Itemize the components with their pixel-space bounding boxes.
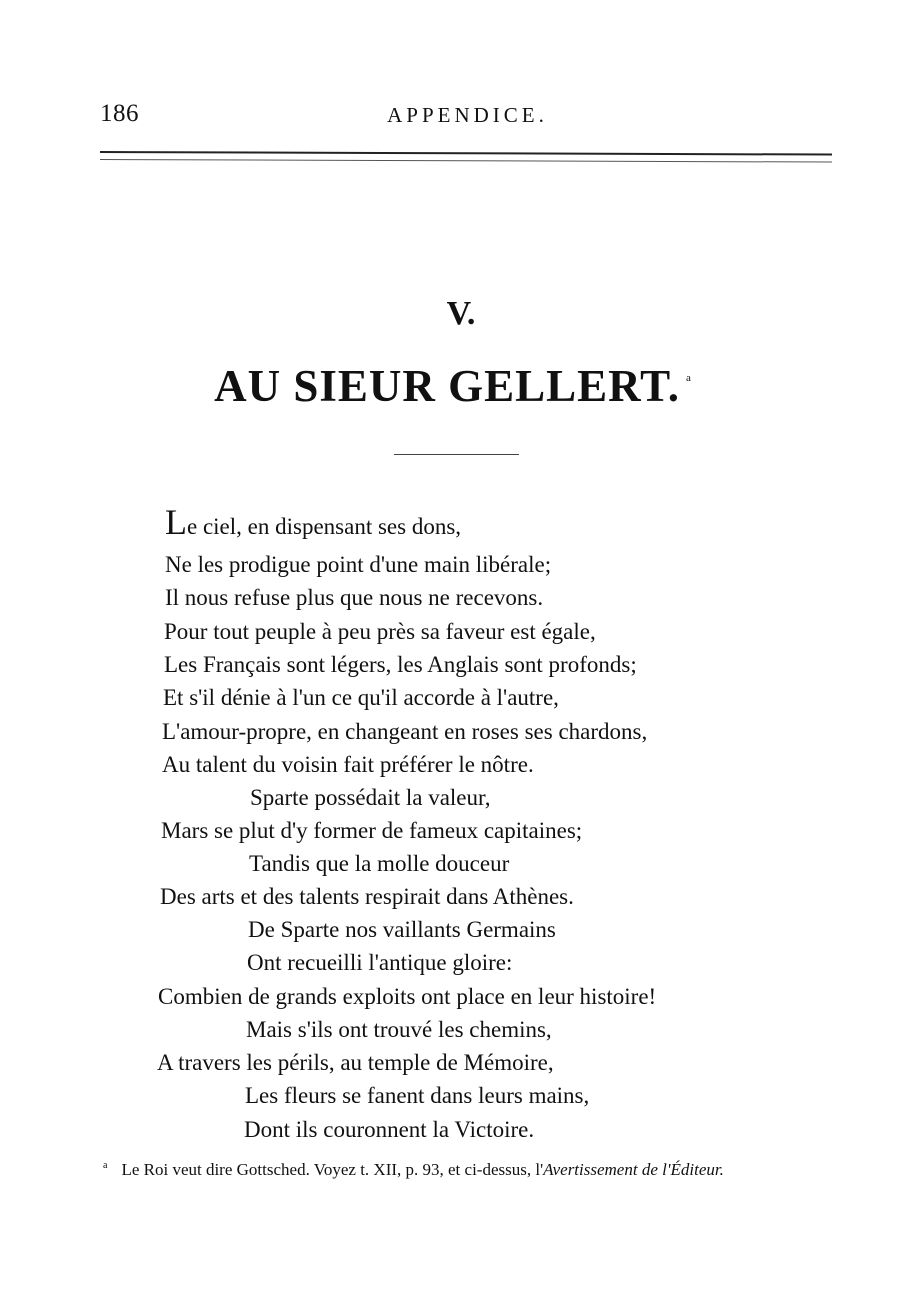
- verse-line: De Sparte nos vaillants Germains: [248, 917, 556, 942]
- header-rule: [100, 151, 832, 163]
- title-note-mark: a: [686, 372, 692, 384]
- verse-line: A travers les périls, au temple de Mémoire,: [157, 1050, 554, 1075]
- verse-line: Il nous refuse plus que nous ne recevons.: [165, 585, 544, 610]
- verse-line: Et s'il dénie à l'un ce qu'il accorde à l'autre,: [163, 685, 559, 710]
- footnote-mark: a: [103, 1160, 108, 1171]
- poem-title-text: AU SIEUR GELLERT.: [214, 361, 681, 411]
- page-number: 186: [100, 100, 139, 127]
- verse-line: Combien de grands exploits ont place en leur histoire!: [158, 984, 657, 1009]
- footnote-text: Le Roi veut dire Gottsched. Voyez t. XII, p. 93, et ci-dessus, l': [121, 1160, 544, 1179]
- verse-line: Mars se plut d'y former de fameux capitaines;: [161, 818, 583, 843]
- footnote: [103, 1160, 724, 1180]
- verse-line: Sparte possédait la valeur,: [250, 785, 491, 810]
- footnote-italic: Avertissement de l'Éditeur.: [543, 1160, 724, 1179]
- title-rule: [394, 454, 519, 455]
- verse-line: Les Français sont légers, les Anglais sont profonds;: [164, 652, 637, 677]
- verse-line: L'amour-propre, en changeant en roses ses chardons,: [162, 719, 648, 744]
- verse-line: Ont recueilli l'antique gloire:: [247, 950, 513, 975]
- verse-line: Les fleurs se fanent dans leurs mains,: [245, 1083, 590, 1108]
- drop-cap: L: [165, 502, 187, 542]
- verse-line: Des arts et des talents respirait dans Athènes.: [160, 884, 574, 909]
- section-number: V.: [446, 295, 476, 332]
- verse-line: Ne les prodigue point d'une main libérale;: [165, 552, 552, 577]
- verse-line: Mais s'ils ont trouvé les chemins,: [246, 1017, 552, 1042]
- verse-line: Tandis que la molle douceur: [249, 851, 510, 876]
- verse-line: Dont ils couronnent la Victoire.: [244, 1117, 535, 1142]
- verse-line: Pour tout peuple à peu près sa faveur est égale,: [164, 619, 596, 644]
- poem-title: [0, 360, 900, 412]
- running-title: APPENDICE.: [387, 103, 548, 127]
- verse-line: Le ciel, en dispensant ses dons,: [165, 502, 462, 542]
- verse-line: Au talent du voisin fait préférer le nôtre.: [162, 752, 534, 777]
